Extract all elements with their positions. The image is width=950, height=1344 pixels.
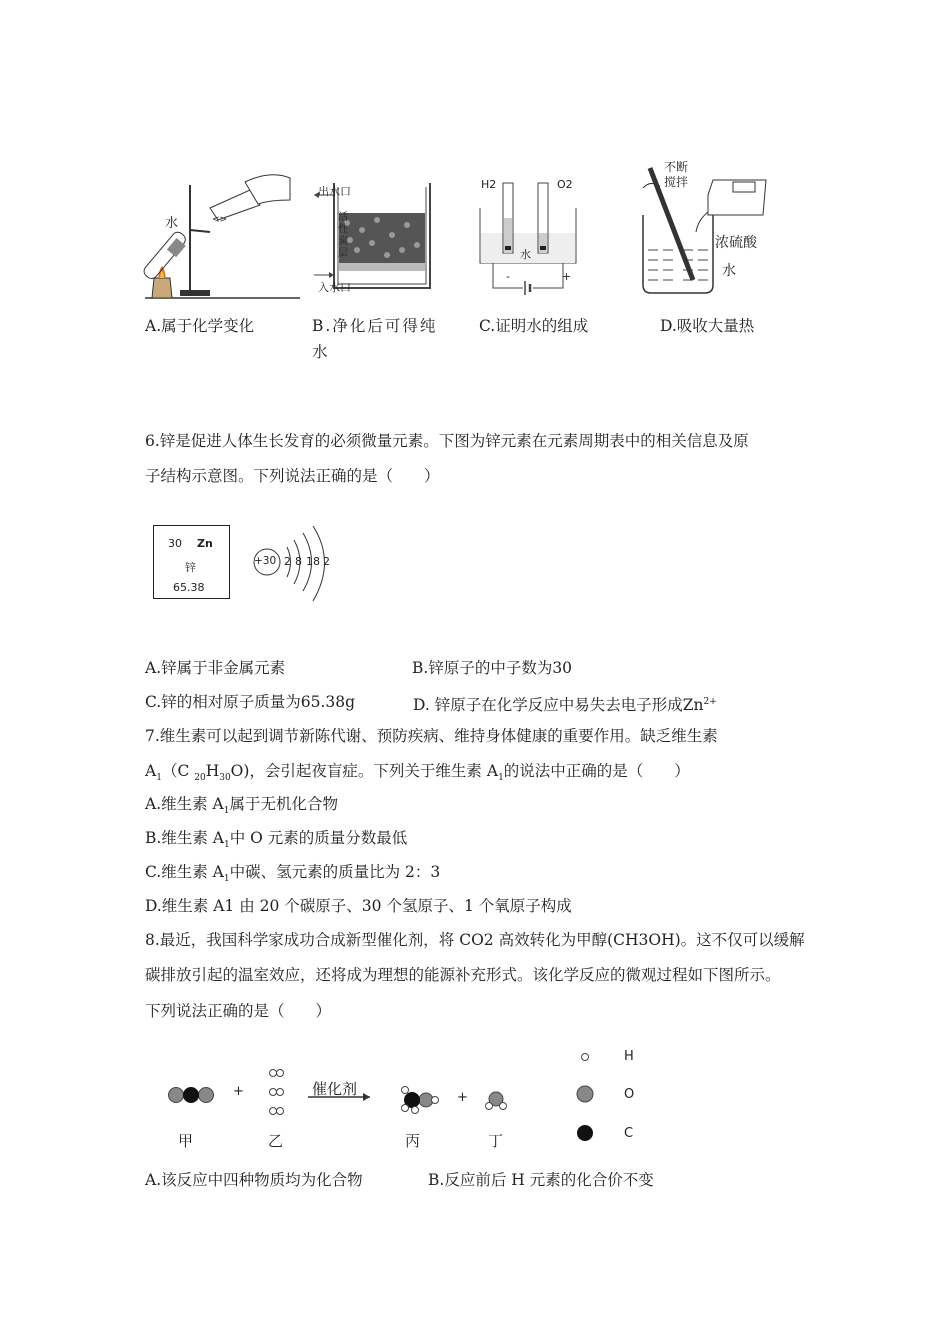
zinc-name: 锌 xyxy=(185,561,196,574)
q8-option-b: B.反应前后 H 元素的化合价不变 xyxy=(428,1171,654,1189)
zinc-shell-1: 2 xyxy=(284,555,291,568)
fig-d-stir-label: 不断 搅拌 xyxy=(664,160,689,189)
reaction-plus-1: + xyxy=(233,1084,244,1099)
fig-b-inlet-label: 入水口 xyxy=(318,281,351,294)
fig-d-acid-label: 浓硫酸 xyxy=(715,235,757,251)
species-bing: 丙 xyxy=(405,1132,421,1150)
zinc-shell-2: 8 xyxy=(295,555,302,568)
q6-option-d: D. 锌原子在化学反应中易失去电子形成$Zn^{2+}$ xyxy=(413,696,717,715)
species-yi: 乙 xyxy=(268,1132,284,1150)
q8-stem-line3: 下列说法正确的是（ ） xyxy=(145,1002,332,1020)
reaction-plus-2: + xyxy=(457,1090,468,1105)
svg-text:<>: <> xyxy=(212,215,228,225)
zinc-shell-4: 2 xyxy=(323,555,330,568)
zinc-nucleus: +30 xyxy=(254,555,277,567)
zinc-symbol: Zn xyxy=(197,537,213,550)
q5-option-a: A.属于化学变化 xyxy=(145,317,255,335)
q7-stem-line1: 7.维生素可以起到调节新陈代谢、预防疾病、维持身体健康的重要作用。缺乏维生素 xyxy=(145,727,718,745)
q8-option-a: A.该反应中四种物质均为化合物 xyxy=(145,1171,363,1189)
species-jia: 甲 xyxy=(178,1132,194,1150)
legend-h: H xyxy=(624,1049,634,1064)
catalyst-label: 催化剂 xyxy=(312,1080,358,1098)
q6-stem-line2: 子结构示意图。下列说法正确的是（ ） xyxy=(145,467,440,485)
zinc-atomic-mass: 65.38 xyxy=(173,581,205,594)
legend-c: C xyxy=(624,1126,634,1141)
q8-stem-line2: 碳排放引起的温室效应，还将成为理想的能源补充形式。该化学反应的微观过程如下图所示。 xyxy=(145,966,781,984)
zinc-atom-structure-diagram xyxy=(250,525,350,615)
fig-c-electrolysis-diagram xyxy=(478,178,588,298)
zinc-atomic-number: 30 xyxy=(168,537,182,550)
fig-a-heating-diagram xyxy=(140,160,300,305)
species-ding: 丁 xyxy=(488,1132,504,1150)
q7-option-c: C.维生素 $A_1$中碳、氢元素的质量比为 2：3 xyxy=(145,863,441,885)
fig-c-minus-label: - xyxy=(506,270,510,283)
zinc-shell-3: 18 xyxy=(306,555,320,568)
q7-option-a: A.维生素 $A_1$属于无机化合物 xyxy=(145,795,338,817)
q7-option-b: B.维生素 $A_1$中 O 元素的质量分数最低 xyxy=(145,829,408,851)
q5-option-d: D.吸收大量热 xyxy=(660,317,755,335)
q7-option-d: D.维生素 A1 由 20 个碳原子、30 个氢原子、1 个氧原子构成 xyxy=(145,897,572,915)
zinc-element-cell xyxy=(153,525,230,599)
fig-d-acid-dilution-diagram xyxy=(638,160,788,300)
q5-option-b: B.净化后可得纯 xyxy=(312,317,438,335)
q8-stem-line1: 8.最近，我国科学家成功合成新型催化剂，将 CO2 高效转化为甲醇(CH3OH)。这不仅可以缓解 xyxy=(145,931,805,949)
fig-c-o2-label: O2 xyxy=(557,178,573,191)
q6-option-c: C.锌的相对原子质量为65.38g xyxy=(145,693,356,711)
fig-b-carbon-label: 活性炭层 xyxy=(338,212,348,259)
fig-d-water-label: 水 xyxy=(722,263,736,279)
fig-b-outlet-label: 出水口 xyxy=(318,185,351,198)
q6-option-a: A.锌属于非金属元素 xyxy=(145,659,286,677)
fig-a-water-label: 水 xyxy=(165,216,179,231)
legend-o: O xyxy=(624,1087,635,1102)
fig-c-plus-label: + xyxy=(562,270,572,283)
fig-c-h2-label: H2 xyxy=(481,178,497,191)
fig-c-water-label: 水 xyxy=(520,248,531,261)
q5-option-c: C.证明水的组成 xyxy=(479,317,589,335)
q5-option-b-cont: 水 xyxy=(312,343,328,361)
q7-stem-line2: $A_1(C$ $_{20}H_{30}O$)，会引起夜盲症。下列关于维生素 $A_1$的说法中正确的是（ ） xyxy=(145,762,690,784)
q6-stem-line1: 6.锌是促进人体生长发育的必须微量元素。下图为锌元素在元素周期表中的相关信息及原 xyxy=(145,432,749,450)
q6-option-b: B.锌原子的中子数为30 xyxy=(412,659,573,677)
